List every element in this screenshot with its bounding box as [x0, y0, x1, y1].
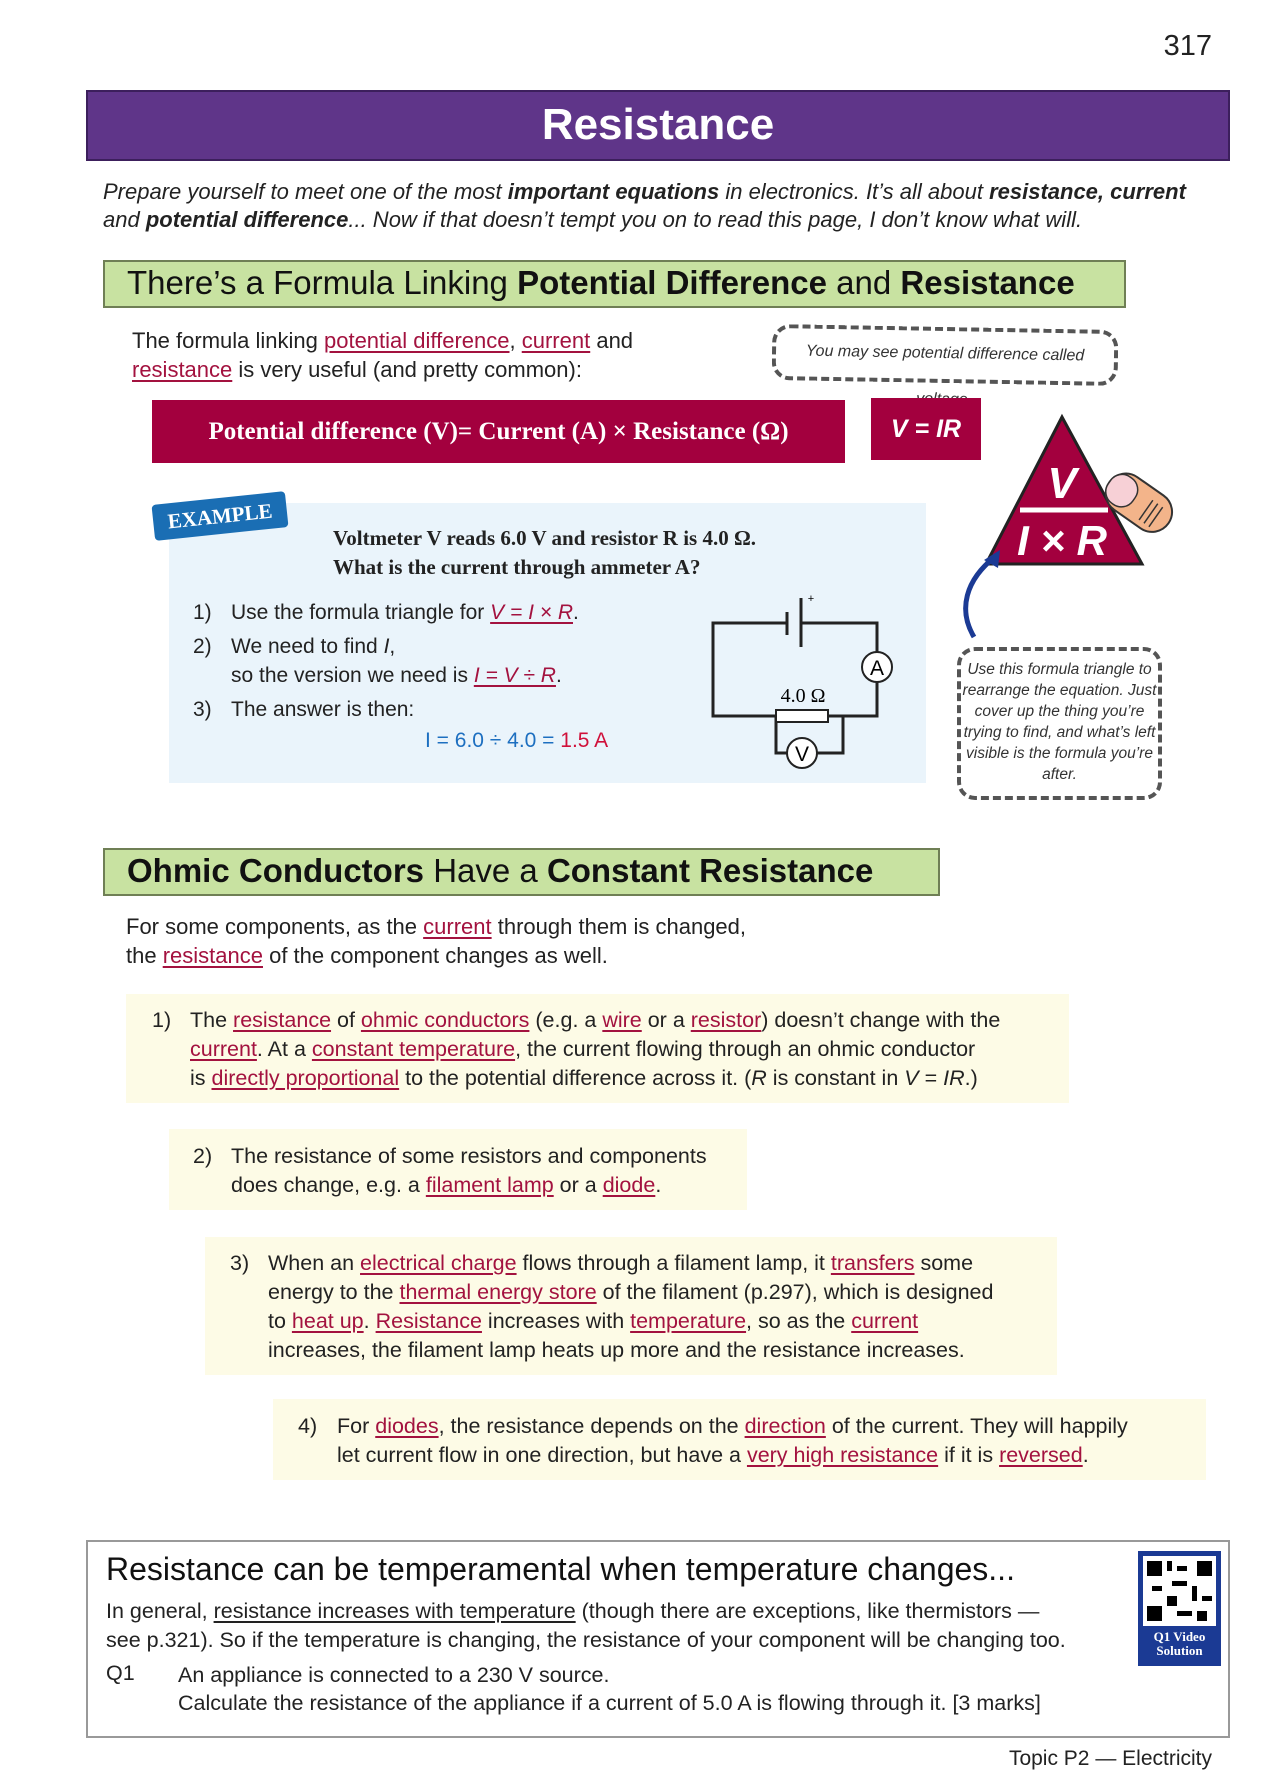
glossary-link[interactable]: ohmic conductors	[360, 1008, 530, 1032]
glossary-link[interactable]: current	[423, 914, 492, 939]
text-segment: Prepare yourself to meet one of the most	[103, 179, 508, 204]
text-segment: We need to find	[231, 635, 384, 658]
text-segment: some energy to the	[268, 1251, 974, 1304]
point-text	[231, 1142, 707, 1200]
summary-heading: Resistance can be temperamental when temperature changes...	[106, 1551, 1015, 1587]
glossary-link[interactable]: very high resistance	[746, 1443, 939, 1467]
text-segment: ... Now if that doesn’t tempt you on to read this page, I don’t know what will.	[348, 207, 1083, 232]
text-segment: V	[904, 1066, 919, 1090]
text-segment: .	[655, 1173, 662, 1197]
text-segment: =	[918, 1066, 944, 1090]
battery-plus: +	[807, 593, 815, 605]
text-segment: The formula linking	[132, 328, 324, 353]
text-segment: (e.g. a	[529, 1008, 603, 1032]
video-solution-button[interactable]	[1138, 1551, 1221, 1666]
ohmic-intro-text	[126, 912, 746, 970]
section-heading-ohmic	[103, 848, 940, 896]
page-title: Resistance	[86, 90, 1230, 161]
footer-topic: Topic P2 — Electricity	[1008, 1747, 1212, 1770]
glossary-link[interactable]: directly proportional	[211, 1066, 400, 1090]
point-number: 2)	[193, 1144, 213, 1168]
point-number: 4)	[298, 1414, 318, 1438]
text-segment: through them is changed, the	[126, 914, 747, 968]
step-number: 3)	[193, 698, 212, 721]
text-segment: .	[573, 601, 579, 624]
text-segment: and	[827, 264, 901, 301]
glossary-link[interactable]: resistor	[690, 1008, 762, 1032]
voltmeter-label: V	[794, 743, 810, 766]
text-segment: I	[383, 635, 390, 658]
text-segment: , the resistance depends on the	[438, 1414, 745, 1438]
text-segment: important equations	[507, 179, 720, 204]
text-segment: of the current. They will happily let current flow in one direction, but have a	[337, 1414, 1128, 1467]
glossary-link[interactable]: resistance	[162, 943, 263, 968]
point-text	[190, 1006, 1000, 1093]
glossary-link[interactable]: current	[851, 1309, 919, 1333]
glossary-link[interactable]: resistance	[132, 357, 233, 382]
text-segment: of the component changes as well.	[262, 943, 608, 968]
page-number: 317	[1163, 30, 1212, 62]
example-question: Voltmeter V reads 6.0 V and resistor R is 4.0 Ω. What is the current through ammeter A?	[333, 526, 757, 579]
answer-result: 1.5 A	[560, 729, 609, 752]
point-number: 1)	[152, 1008, 172, 1032]
glossary-link[interactable]: electrical charge	[360, 1251, 517, 1275]
text-segment: .	[555, 664, 562, 687]
text-segment: of the filament (p.297), which is designed to	[268, 1280, 994, 1333]
point-number: 3)	[230, 1251, 250, 1275]
text-segment: flows through a filament lamp, it	[516, 1251, 831, 1275]
text-segment: (though there are exceptions, like thermistors — see p.321). So if the temperature is changing, the resistance of your component will be changing too.	[106, 1599, 1066, 1652]
glossary-link[interactable]: resistance	[233, 1008, 332, 1032]
text-segment: Resistance	[900, 264, 1075, 301]
text-segment: and	[596, 328, 634, 353]
glossary-link[interactable]: heat up	[291, 1309, 364, 1333]
text-segment: of	[331, 1008, 361, 1032]
summary-text	[106, 1597, 1126, 1655]
glossary-link[interactable]: current	[190, 1037, 257, 1061]
glossary-link[interactable]: filament lamp	[425, 1173, 554, 1197]
glossary-link[interactable]: Resistance	[375, 1309, 482, 1333]
short-formula-box: V = IR	[871, 398, 981, 460]
text-segment: to the potential difference across it. (	[399, 1066, 752, 1090]
text-segment: . At a	[256, 1037, 312, 1061]
text-segment: .	[363, 1309, 376, 1333]
text-segment: increases with	[481, 1309, 631, 1333]
text-segment: .	[1082, 1443, 1089, 1467]
glossary-link[interactable]: V = I × R	[490, 601, 573, 624]
resistor-label: 4.0 Ω	[780, 685, 826, 707]
text-segment: , the current flowing through an ohmic conductor is	[190, 1037, 976, 1090]
glossary-link[interactable]: transfers	[830, 1251, 915, 1275]
text-segment: ,	[509, 328, 522, 353]
text-segment: Use the formula triangle for	[231, 601, 491, 624]
step-number: 2)	[193, 635, 212, 658]
glossary-link[interactable]: temperature	[630, 1309, 747, 1333]
glossary-link[interactable]: reversed	[999, 1443, 1083, 1467]
text-segment: if it is	[938, 1443, 1000, 1467]
glossary-link[interactable]: diodes	[375, 1414, 439, 1438]
point-text	[268, 1249, 993, 1365]
formula-box: Potential difference (V)= Current (A) × Resistance (Ω)	[152, 400, 845, 463]
text-segment: There’s a Formula Linking	[127, 264, 518, 301]
text-segment: The	[190, 1008, 234, 1032]
text-segment: .)	[964, 1066, 978, 1090]
text-segment: resistance increases with temperature	[213, 1599, 576, 1623]
glossary-link[interactable]: constant temperature	[311, 1037, 516, 1061]
qr-code-icon	[1143, 1556, 1216, 1626]
question-text: An appliance is connected to a 230 V source. Calculate the resistance of the appliance if a current of 5.0 A is flowing through it. [3 marks]	[178, 1663, 1041, 1715]
text-segment: is very useful (and pretty common):	[232, 357, 582, 382]
example-badge: EXAMPLE	[151, 491, 288, 541]
point-text	[337, 1412, 1128, 1470]
text-segment: When an	[268, 1251, 361, 1275]
text-segment: or a	[553, 1173, 603, 1197]
text-segment: is constant in	[766, 1066, 905, 1090]
glossary-link[interactable]: current	[521, 328, 591, 353]
text-segment: In general,	[106, 1599, 214, 1623]
step-number: 1)	[193, 601, 212, 624]
text-segment: or a	[641, 1008, 691, 1032]
text-segment: Have a	[424, 852, 547, 889]
text-segment: resistance, current	[989, 179, 1186, 204]
text-segment: , so as the	[746, 1309, 852, 1333]
resistor	[776, 710, 828, 722]
text-segment: ) doesn’t change with the	[761, 1008, 1001, 1032]
text-segment: For some components, as the	[126, 914, 424, 939]
circuit-diagram	[0, 0, 1264, 800]
video-solution-label: Q1 Video Solution	[1153, 1629, 1206, 1658]
text-segment: potential difference	[145, 207, 349, 232]
text-segment: R	[751, 1066, 767, 1090]
answer-calc: I = 6.0 ÷ 4.0 =	[425, 729, 561, 752]
triangle-top: V	[1047, 459, 1077, 508]
text-segment: and	[103, 207, 140, 232]
text-segment: IR	[943, 1066, 965, 1090]
triangle-note: Use this formula triangle to rearrange the equation. Just cover up the thing you’re trying to find, and what’s left visible is the formula you’re after.	[957, 647, 1162, 800]
glossary-link[interactable]: I = V ÷ R	[473, 664, 556, 687]
text-segment: For	[337, 1414, 376, 1438]
text-segment: The resistance of some resistors and components does change, e.g. a	[231, 1144, 707, 1197]
voltage-note: You may see potential difference called	[772, 324, 1119, 386]
text-segment: Constant Resistance	[546, 852, 874, 889]
glossary-link[interactable]: potential difference	[323, 328, 510, 353]
glossary-link[interactable]: thermal energy store	[399, 1280, 597, 1304]
text-segment: Potential Difference	[517, 264, 827, 301]
glossary-link[interactable]: direction	[744, 1414, 826, 1438]
text-segment: in electronics. It’s all about	[719, 179, 990, 204]
text-segment: Ohmic Conductors	[127, 852, 425, 889]
text-segment: , so the version we need is	[231, 635, 468, 687]
triangle-bottom: I × R	[1017, 517, 1107, 564]
text-segment: The answer is then:	[231, 698, 415, 721]
glossary-link[interactable]: diode	[602, 1173, 656, 1197]
question-label: Q1	[106, 1661, 135, 1685]
ammeter-label: A	[869, 657, 885, 680]
glossary-link[interactable]: wire	[602, 1008, 642, 1032]
text-segment: increases, the filament lamp heats up more and the resistance increases.	[268, 1338, 965, 1362]
